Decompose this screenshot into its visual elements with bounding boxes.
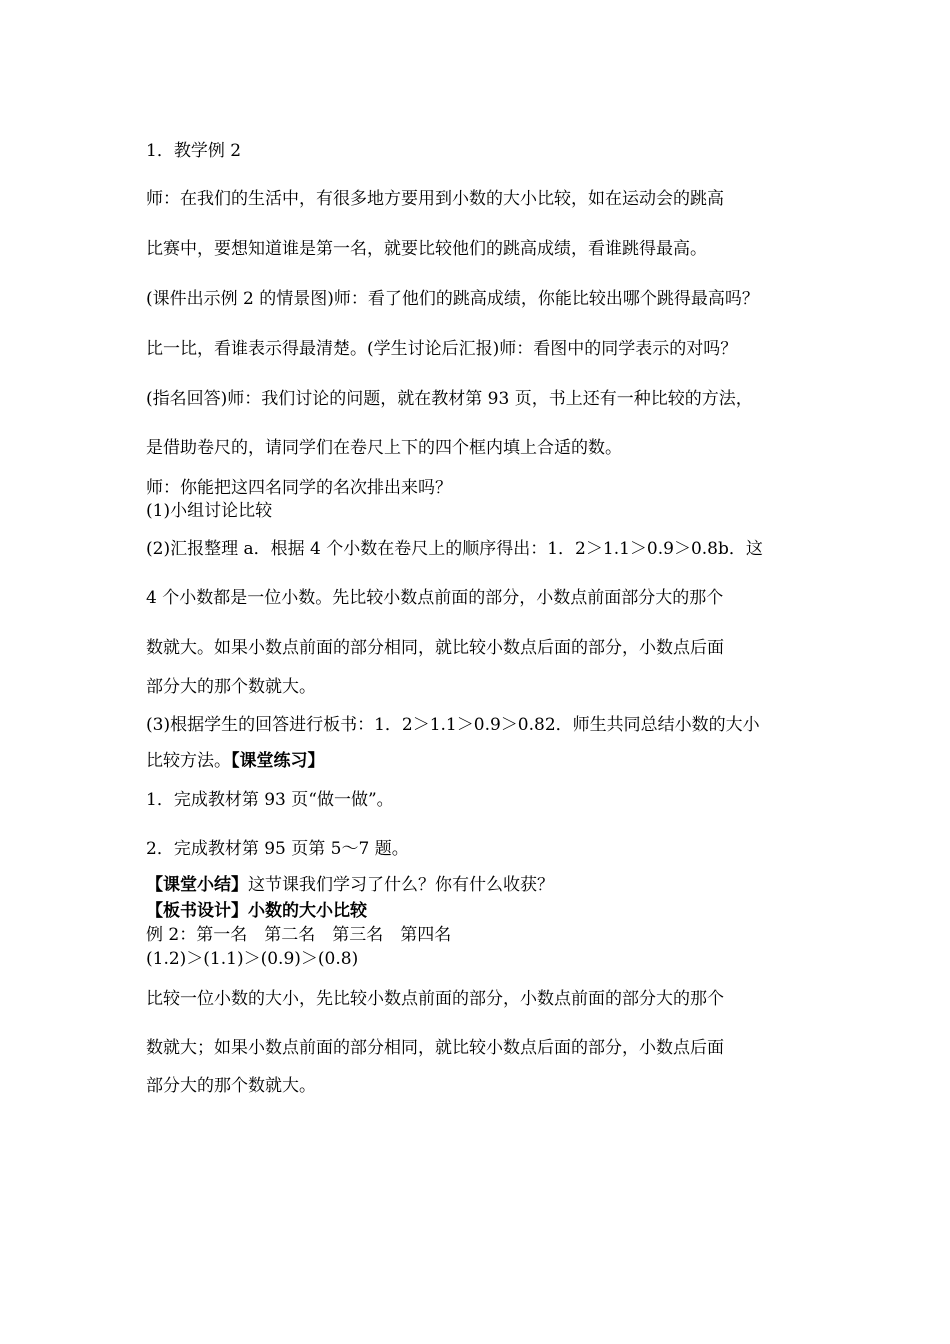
paragraph-line: 数就大；如果小数点前面的部分相同，就比较小数点后面的部分，小数点后面 [146,1038,724,1058]
paragraph-line: 比一比，看谁表示得最清楚。(学生讨论后汇报)师：看图中的同学表示的对吗？ [146,339,738,359]
paragraph-line: 师：在我们的生活中，有很多地方要用到小数的大小比较，如在运动会的跳高 [146,189,724,209]
list-item: 2．完成教材第 95 页第 5～7 题。 [146,839,409,859]
paragraph-line: 数就大。如果小数点前面的部分相同，就比较小数点后面的部分，小数点后面 [146,638,724,658]
list-item: 1．完成教材第 93 页“做一做”。 [146,790,394,810]
paragraph-line: 比较一位小数的大小，先比较小数点前面的部分，小数点前面的部分大的那个 [146,989,724,1009]
paragraph-line [146,874,826,896]
paragraph-text: 这节课我们学习了什么？你有什么收获？ [248,875,554,895]
paragraph-line: 师：你能把这四名同学的名次排出来吗？ [146,478,452,498]
list-item: (3)根据学生的回答进行板书：1．2＞1.1＞0.9＞0.82．师生共同总结小数的大小 [146,715,760,735]
paragraph-text: 比较方法。 [146,751,231,771]
paragraph-line: 例 2：第一名 第二名 第三名 第四名 [146,925,452,945]
section-heading-board-design: 【板书设计】小数的大小比较 [146,901,367,921]
example-heading: 1．教学例 2 [146,141,242,161]
paragraph-line: (课件出示例 2 的情景图)师：看了他们的跳高成绩，你能比较出哪个跳得最高吗？ [146,289,759,309]
paragraph-line: 部分大的那个数就大。 [146,677,316,697]
paragraph-line: (1.2)＞(1.1)＞(0.9)＞(0.8) [146,949,359,969]
section-heading-summary: 【课堂小结】 [146,875,248,895]
list-item: (1)小组讨论比较 [146,501,273,521]
paragraph-line: 4 个小数都是一位小数。先比较小数点前面的部分，小数点前面部分大的那个 [146,588,724,608]
paragraph-line [146,750,826,772]
paragraph-line: 比赛中，要想知道谁是第一名，就要比较他们的跳高成绩，看谁跳得最高。 [146,239,707,259]
section-heading-practice: 【课堂练习】 [231,751,325,771]
list-item: (2)汇报整理 a．根据 4 个小数在卷尺上的顺序得出：1．2＞1.1＞0.9＞0.8b．这 [146,539,763,559]
paragraph-line: (指名回答)师：我们讨论的问题，就在教材第 93 页，书上还有一种比较的方法， [146,389,753,409]
paragraph-line: 是借助卷尺的，请同学们在卷尺上下的四个框内填上合适的数。 [146,438,622,458]
paragraph-line: 部分大的那个数就大。 [146,1076,316,1096]
